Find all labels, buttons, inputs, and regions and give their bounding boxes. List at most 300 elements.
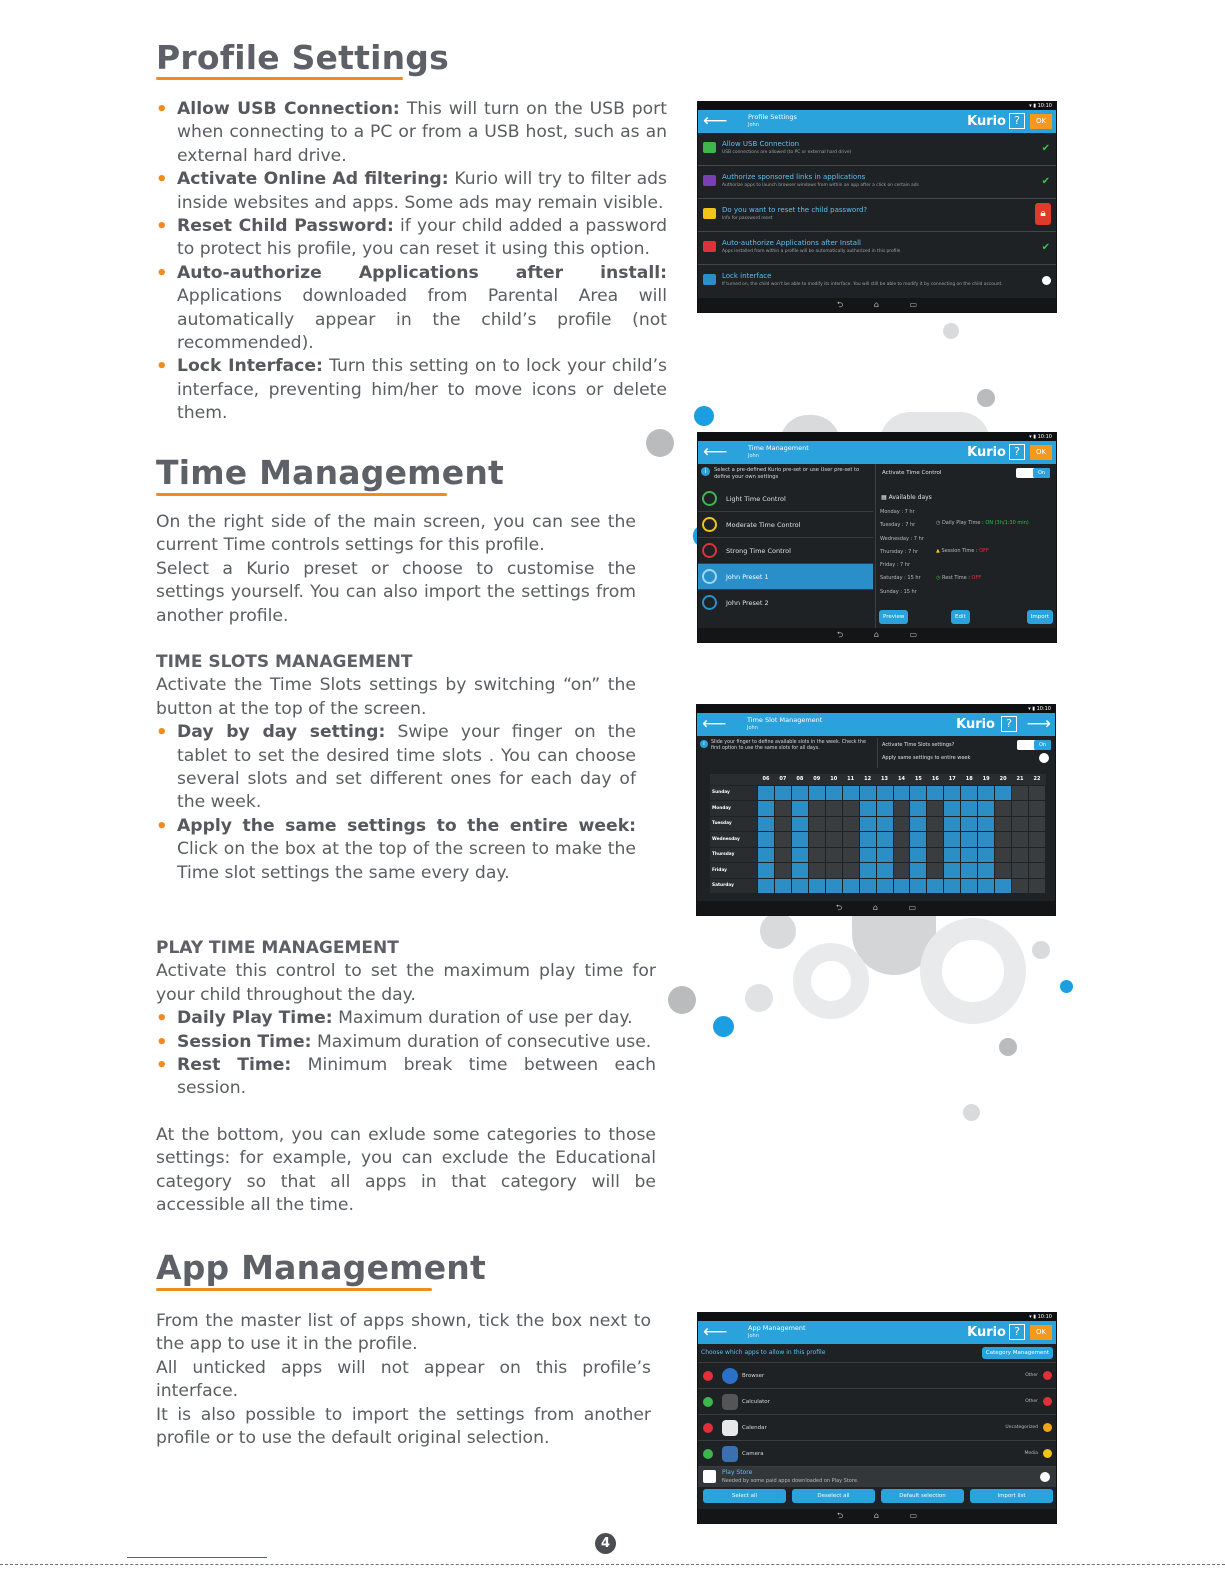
slot-cell-on[interactable] (859, 801, 876, 817)
camera-icon (722, 1446, 738, 1462)
slot-cell-on[interactable] (758, 801, 775, 817)
slot-cell-on[interactable] (978, 785, 995, 801)
slot-row (710, 785, 1046, 801)
slot-cell-off[interactable] (774, 863, 791, 879)
slot-cell-off[interactable] (1029, 801, 1046, 817)
slot-cell-off[interactable] (825, 847, 842, 863)
clock-icon (702, 491, 717, 506)
hour-label: 08 (791, 774, 808, 785)
usb-icon (703, 142, 716, 153)
preview-button[interactable]: Preview (879, 610, 908, 624)
checkmark-icon[interactable]: ✔ (1041, 242, 1050, 253)
time-slots-section: TIME SLOTS MANAGEMENT Activate the Time Slots settings by switching “on” the button at the top of the screen. • Day by day setting: Swipe your finger on the tablet to set the desired time slots . You can choose several slots and set different ones for each day of the week. • Apply the same settings to the entire week: Click on the box at the top of the screen to make the Time slot settings the same every day. (156, 651, 636, 885)
slot-cell-on[interactable] (944, 785, 961, 801)
bubble (943, 323, 959, 339)
slot-cell-on[interactable] (859, 832, 876, 848)
slot-cell-on[interactable] (944, 832, 961, 848)
hour-label: 15 (910, 774, 927, 785)
slot-cell-on[interactable] (825, 785, 842, 801)
days-list: Monday : 7 hr Tuesday : 7 hr Wednesday : 7 hr Thursday : 7 hr Friday : 7 hr Saturday : 15 hr Sunday : 15 hr (880, 509, 924, 595)
bubble (713, 1016, 734, 1037)
slot-cell-off[interactable] (1012, 832, 1029, 848)
bubble (1032, 941, 1050, 959)
slot-cell-off[interactable] (842, 863, 859, 879)
slot-cell-on[interactable] (910, 832, 927, 848)
edit-button[interactable]: Edit (951, 610, 970, 624)
slot-cell-on[interactable] (910, 863, 927, 879)
page-number: 4 (595, 1533, 616, 1554)
hand-icon (703, 274, 716, 285)
slot-cell-on[interactable] (961, 832, 978, 848)
screen-title: App Management John (748, 1324, 806, 1339)
checkmark-icon[interactable]: ✔ (1041, 143, 1050, 154)
slot-cell-on[interactable] (978, 863, 995, 879)
select-all-button[interactable]: Select all (703, 1489, 786, 1503)
back-arrow-icon[interactable]: ⟵ (702, 714, 727, 734)
settings-list (698, 133, 1056, 298)
time-management-title: Time Management (156, 453, 504, 492)
slot-cell-on[interactable] (758, 832, 775, 848)
slot-cell-off[interactable] (1029, 832, 1046, 848)
slot-cell-off[interactable] (774, 847, 791, 863)
clock-icon (702, 543, 717, 558)
android-nav-bar[interactable]: ⮌ ⌂ ▭ (698, 298, 1056, 312)
bullet-auto-authorize: • Auto-authorize Applications after install: Applications downloaded from Parental Area will automatically appear in the child’s profile (not recommended). (156, 262, 667, 356)
slot-cell-off[interactable] (774, 816, 791, 832)
setting-lock-interface[interactable]: Lock interface If turned on, the child won't be able to modify its interface. You will still be able to modify it by connecting on the child account. (698, 265, 1056, 298)
slot-cell-off[interactable] (995, 816, 1012, 832)
bullet-daily-play: • Daily Play Time: Maximum duration of use per day. (156, 1007, 656, 1030)
screen-title: Time Slot Management John (747, 716, 823, 731)
slot-cell-off[interactable] (825, 863, 842, 879)
preset-john-1[interactable]: John Preset 1 (698, 564, 873, 590)
slot-cell-on[interactable] (978, 847, 995, 863)
slot-cell-on[interactable] (859, 816, 876, 832)
toggle-off[interactable] (1042, 276, 1051, 285)
bubble (1060, 980, 1073, 993)
checkmark-icon[interactable] (703, 1449, 713, 1459)
time-slots-bullets (156, 721, 636, 885)
day-label: Monday (710, 801, 758, 817)
help-button[interactable]: ? (1009, 113, 1025, 129)
play-store-icon (703, 1470, 716, 1483)
slot-cell-off[interactable] (893, 816, 910, 832)
status-bar: ▾ ▮ 10:10 (698, 433, 1056, 441)
category-icon (1043, 1397, 1052, 1406)
hour-label: 19 (978, 774, 995, 785)
slot-cell-on[interactable] (978, 801, 995, 817)
title-underline (156, 1288, 432, 1291)
session-time: ▲ Session Time : OFF (936, 548, 989, 554)
hour-label: 06 (758, 774, 775, 785)
slot-cell-off[interactable] (842, 847, 859, 863)
slot-cell-on[interactable] (910, 816, 927, 832)
slot-cell-on[interactable] (791, 863, 808, 879)
bubble (646, 429, 674, 457)
hour-label: 12 (859, 774, 876, 785)
day-label: Saturday (710, 878, 758, 894)
play-store-row[interactable]: Play Store Needed by some paid apps downloaded on Play Store. (698, 1467, 1056, 1487)
slot-cell-on[interactable] (995, 785, 1012, 801)
help-button[interactable]: ? (1009, 1324, 1025, 1340)
grid-corner (710, 774, 758, 785)
slot-cell-off[interactable] (1029, 863, 1046, 879)
status-bar: ▾ ▮ 10:10 (698, 102, 1056, 110)
app-management-screenshot (697, 1312, 1057, 1524)
slot-cell-on[interactable] (791, 847, 808, 863)
slot-cell-off[interactable] (1012, 878, 1029, 894)
hour-label: 16 (927, 774, 944, 785)
back-arrow-icon[interactable]: ⟵ (703, 442, 728, 462)
slot-cell-on[interactable] (842, 785, 859, 801)
slot-cell-on[interactable] (961, 816, 978, 832)
deselect-all-button[interactable]: Deselect all (792, 1489, 875, 1503)
minus-icon[interactable] (703, 1423, 713, 1433)
slot-cell-on[interactable] (791, 878, 808, 894)
bullet-usb: • Allow USB Connection: This will turn on the USB port when connecting to a PC or from a USB host, such as an external hard drive. (156, 98, 667, 168)
hour-label: 11 (842, 774, 859, 785)
time-intro: On the right side of the main screen, you can see the current Time controls settings for this profile. Select a Kurio preset or choose to customise the settings yourself. You can also import the settings from another profile. (156, 512, 636, 626)
android-nav-bar[interactable]: ⮌ ⌂ ▭ (698, 1509, 1056, 1523)
slot-row (710, 863, 1046, 879)
slot-cell-on[interactable] (791, 816, 808, 832)
slot-cell-on[interactable] (791, 832, 808, 848)
import-button[interactable]: Import (1027, 610, 1053, 624)
hour-label: 09 (808, 774, 825, 785)
help-button[interactable]: ? (1001, 716, 1017, 732)
slot-cell-off[interactable] (1012, 785, 1029, 801)
slot-cell-on[interactable] (791, 801, 808, 817)
preset-john-2[interactable]: John Preset 2 (698, 590, 873, 616)
bullet-lock-interface: • Lock Interface: Turn this setting on to lock your child’s interface, preventing him/her to move icons or delete them. (156, 355, 667, 425)
apps-toolbar: Choose which apps to allow in this profile Category Management (698, 1344, 1056, 1363)
slot-cell-off[interactable] (842, 832, 859, 848)
slot-cell-off[interactable] (1012, 801, 1029, 817)
available-days: ▦ Available days (881, 494, 932, 501)
slot-cell-off[interactable] (927, 832, 944, 848)
slot-cell-on[interactable] (808, 785, 825, 801)
bubble (963, 1104, 980, 1121)
default-selection-button[interactable]: Default selection (881, 1489, 964, 1503)
time-slots-toggle[interactable]: On (1017, 740, 1051, 750)
ok-button[interactable]: OK (1030, 1325, 1052, 1340)
slot-cell-off[interactable] (927, 801, 944, 817)
hour-label: 20 (995, 774, 1012, 785)
slot-cell-on[interactable] (876, 801, 893, 817)
slot-cell-on[interactable] (944, 801, 961, 817)
slot-cell-on[interactable] (944, 847, 961, 863)
slot-cell-on[interactable] (876, 878, 893, 894)
time-slot-grid[interactable] (709, 774, 1046, 894)
slot-cell-off[interactable] (808, 847, 825, 863)
day-label: Thursday (710, 847, 758, 863)
slot-cell-off[interactable] (825, 816, 842, 832)
slot-cell-on[interactable] (910, 878, 927, 894)
slot-cell-off[interactable] (808, 801, 825, 817)
slot-cell-off[interactable] (842, 801, 859, 817)
category-icon (1043, 1423, 1052, 1432)
slot-cell-on[interactable] (859, 878, 876, 894)
app-header (697, 713, 1055, 736)
play-time-heading: PLAY TIME MANAGEMENT (156, 938, 399, 958)
activate-time-label: Activate Time Control (882, 470, 942, 476)
slot-cell-off[interactable] (808, 816, 825, 832)
lock-icon[interactable]: 🔒︎ (1035, 203, 1051, 225)
slot-cell-on[interactable] (961, 863, 978, 879)
slot-cell-off[interactable] (995, 847, 1012, 863)
bubble (999, 1038, 1017, 1056)
slot-cell-on[interactable] (825, 878, 842, 894)
slot-cell-off[interactable] (893, 832, 910, 848)
hour-label: 17 (944, 774, 961, 785)
status-bar: ▾ ▮ 10:10 (698, 1313, 1056, 1321)
slot-cell-on[interactable] (774, 878, 791, 894)
info-icon: i (700, 740, 708, 748)
kurio-logo: Kurio (967, 114, 1006, 129)
slot-cell-off[interactable] (808, 863, 825, 879)
android-nav-bar[interactable]: ⮌ ⌂ ▭ (698, 628, 1056, 642)
footer-dashed-line (0, 1564, 1225, 1565)
checkmark-icon[interactable]: ✔ (1041, 176, 1050, 187)
profile-bullet-list (156, 98, 667, 426)
slot-row (710, 816, 1046, 832)
slot-cell-off[interactable] (995, 832, 1012, 848)
apps-body (698, 1344, 1056, 1509)
app-header (698, 110, 1056, 133)
slot-cell-off[interactable] (893, 863, 910, 879)
app-row-camera[interactable]: Camera Media (698, 1441, 1056, 1467)
time-management-screenshot (697, 432, 1057, 643)
slot-cell-on[interactable] (774, 785, 791, 801)
slot-cell-on[interactable] (758, 847, 775, 863)
kurio-logo: Kurio (956, 717, 995, 732)
daily-play-time: ◷ Daily Play Time : ON (3h/1:30 min) (936, 520, 1029, 526)
slot-cell-on[interactable] (758, 878, 775, 894)
day-label: Friday (710, 863, 758, 879)
shield-icon (703, 241, 716, 252)
slot-cell-on[interactable] (927, 785, 944, 801)
ad-icon (703, 175, 716, 186)
slot-cell-on[interactable] (876, 816, 893, 832)
slots-info: i Slide your finger to define available slots in the week. Check the first option to use the same slots for all days. (700, 740, 870, 752)
back-arrow-icon[interactable]: ⟵ (703, 111, 728, 131)
setting-reset-password[interactable]: Do you want to reset the child password? Info for password reset 🔒︎ (698, 199, 1056, 232)
time-control-toggle[interactable]: On (1016, 468, 1050, 478)
info-icon: i (701, 467, 710, 476)
globe-icon (722, 1368, 738, 1384)
slot-row (710, 847, 1046, 863)
slot-cell-on[interactable] (791, 785, 808, 801)
ok-button[interactable]: OK (1030, 445, 1052, 460)
slot-cell-on[interactable] (995, 878, 1012, 894)
slot-cell-on[interactable] (893, 785, 910, 801)
slot-cell-on[interactable] (961, 801, 978, 817)
time-slot-screenshot (696, 704, 1056, 916)
rest-icon: ◷ (936, 575, 942, 581)
slot-cell-on[interactable] (944, 878, 961, 894)
slot-cell-off[interactable] (842, 816, 859, 832)
status-bar: ▾ ▮ 10:10 (697, 705, 1055, 713)
setting-usb[interactable]: Allow USB Connection USB connections are allowed (to PC or external hard drive) ✔ (698, 133, 1056, 166)
slot-row (710, 878, 1046, 894)
same-week-toggle[interactable] (1039, 753, 1049, 763)
hour-label: 13 (876, 774, 893, 785)
slot-cell-off[interactable] (1029, 816, 1046, 832)
slot-cell-on[interactable] (859, 785, 876, 801)
app-row-calendar[interactable]: Calendar Uncategorized (698, 1415, 1056, 1441)
clock-icon (702, 517, 717, 532)
slot-cell-on[interactable] (859, 863, 876, 879)
slot-cell-off[interactable] (1012, 863, 1029, 879)
slot-cell-on[interactable] (758, 863, 775, 879)
category-icon (1043, 1449, 1052, 1458)
hour-label: 21 (1012, 774, 1029, 785)
kurio-logo: Kurio (967, 1325, 1006, 1340)
slot-cell-off[interactable] (1012, 847, 1029, 863)
play-time-bullets (156, 1007, 656, 1101)
slot-cell-off[interactable] (995, 801, 1012, 817)
footer-rule (127, 1557, 267, 1558)
slot-cell-on[interactable] (978, 878, 995, 894)
slot-cell-off[interactable] (774, 801, 791, 817)
hour-label: 10 (825, 774, 842, 785)
slot-cell-off[interactable] (893, 801, 910, 817)
slot-cell-on[interactable] (859, 847, 876, 863)
android-nav-bar[interactable]: ⮌ ⌂ ▭ (697, 901, 1055, 915)
bubble-ring (920, 918, 1026, 1024)
clock-icon (702, 569, 717, 584)
slot-cell-off[interactable] (927, 863, 944, 879)
slot-cell-off[interactable] (1012, 816, 1029, 832)
checkmark-icon[interactable] (703, 1397, 713, 1407)
slot-cell-off[interactable] (927, 847, 944, 863)
bubble (977, 389, 995, 407)
slot-cell-off[interactable] (808, 832, 825, 848)
slot-cell-on[interactable] (927, 878, 944, 894)
slots-body (697, 736, 1055, 901)
slot-cell-off[interactable] (1029, 847, 1046, 863)
play-store-toggle[interactable] (1040, 1472, 1050, 1482)
slot-cell-off[interactable] (927, 816, 944, 832)
calculator-icon (722, 1394, 738, 1410)
app-header (698, 1321, 1056, 1344)
setting-auto-authorize[interactable]: Auto-authorize Applications after Install Apps installed from within a profile will be automatically authorized in this profile ✔ (698, 232, 1056, 265)
bubble (745, 984, 773, 1012)
day-label: Sunday (710, 785, 758, 801)
day-label: Tuesday (710, 816, 758, 832)
preset-light[interactable]: Light Time Control (698, 486, 873, 512)
slot-cell-on[interactable] (978, 832, 995, 848)
time-slots-heading: TIME SLOTS MANAGEMENT (156, 652, 413, 672)
slot-cell-on[interactable] (758, 816, 775, 832)
slot-cell-on[interactable] (808, 878, 825, 894)
slot-cell-on[interactable] (961, 847, 978, 863)
title-underline (156, 493, 447, 496)
slot-row (710, 801, 1046, 817)
title-underline (156, 77, 403, 80)
slot-cell-off[interactable] (825, 832, 842, 848)
bubble (694, 406, 714, 426)
slot-cell-on[interactable] (961, 878, 978, 894)
back-arrow-icon[interactable]: ⟵ (703, 1322, 728, 1342)
app-row-calculator[interactable]: Calculator Other (698, 1389, 1056, 1415)
preset-strong[interactable]: Strong Time Control (698, 538, 873, 564)
preset-info: i Select a pre-defined Kurio pre-set or use User pre-set to define your own settings (698, 464, 873, 486)
slot-cell-off[interactable] (893, 847, 910, 863)
bubble (760, 913, 796, 949)
slot-cell-on[interactable] (893, 878, 910, 894)
slot-cell-off[interactable] (825, 801, 842, 817)
bullet-ad-filter: • Activate Online Ad filtering: Kurio will try to filter ads inside websites and apps. Some ads may remain visible. (156, 168, 667, 215)
hour-label: 14 (893, 774, 910, 785)
minus-icon[interactable] (703, 1371, 713, 1381)
slot-cell-on[interactable] (978, 816, 995, 832)
slot-cell-on[interactable] (876, 863, 893, 879)
slot-cell-off[interactable] (995, 863, 1012, 879)
slots-options: Activate Time Slots settings? On Apply same settings to entire week (877, 738, 1055, 768)
bullet-same-week: • Apply the same settings to the entire week: Click on the box at the top of the screen to make the Time slot settings the same every day. (156, 815, 636, 885)
slot-cell-on[interactable] (944, 816, 961, 832)
app-row-browser[interactable]: Browser Other (698, 1363, 1056, 1389)
timer-icon: ◷ (936, 520, 942, 526)
kurio-logo: Kurio (967, 445, 1006, 460)
app-management-body: From the master list of apps shown, tick the box next to the app to use it in the profile. All unticked apps will not appear on this profile’s interface. It is also possible to import the settings from another profile or to use the default original selection. (156, 1311, 651, 1449)
category-icon (1043, 1371, 1052, 1380)
setting-sponsored-links[interactable]: Authorize sponsored links in applications Authorize apps to launch browser windows from within an app after a click on certain ads ✔ (698, 166, 1056, 199)
hour-label: 18 (961, 774, 978, 785)
slot-cell-off[interactable] (1029, 878, 1046, 894)
preset-moderate[interactable]: Moderate Time Control (698, 512, 873, 538)
ok-button[interactable]: OK (1030, 114, 1052, 129)
bullet-day-by-day: • Day by day setting: Swipe your finger on the tablet to set the desired time slots . You can choose several slots and set different ones for each day of the week. (156, 721, 636, 815)
session-icon: ▲ (936, 548, 942, 554)
forward-arrow-icon[interactable]: ⟶ (1026, 714, 1051, 734)
help-button[interactable]: ? (1009, 444, 1025, 460)
slot-cell-on[interactable] (876, 832, 893, 848)
play-time-section: PLAY TIME MANAGEMENT Activate this control to set the maximum play time for your child throughout the day. • Daily Play Time: Maximum duration of use per day. • Session Time: Maximum duration of consecutive use. • Rest Time: Minimum break time between each session. At the bottom, you can exlude some categories to those settings: for example, you can exclude the Educational category so that all apps in that category will be accessible all the time. (156, 937, 656, 1217)
bullet-reset-password: • Reset Child Password: if your child added a password to protect his profile, you can reset it using this option. (156, 215, 667, 262)
slot-cell-off[interactable] (774, 832, 791, 848)
day-label: Wednesday (710, 832, 758, 848)
clock-icon (702, 595, 717, 610)
calendar-icon (722, 1420, 738, 1436)
category-management-button[interactable]: Category Management (982, 1347, 1053, 1359)
screen-title: Time Management John (748, 444, 809, 459)
profile-settings-body (156, 98, 667, 426)
slot-cell-on[interactable] (876, 847, 893, 863)
slot-cell-on[interactable] (876, 785, 893, 801)
slot-cell-on[interactable] (910, 785, 927, 801)
bubble-ring (793, 943, 869, 1019)
profile-settings-title: Profile Settings (156, 38, 449, 77)
bullet-session: • Session Time: Maximum duration of consecutive use. (156, 1031, 656, 1054)
import-list-button[interactable]: Import list (970, 1489, 1053, 1503)
bubble (668, 986, 696, 1014)
user-icon (703, 208, 716, 219)
hour-label: 22 (1029, 774, 1046, 785)
bullet-rest: • Rest Time: Minimum break time between each session. (156, 1054, 656, 1101)
slot-cell-off[interactable] (1029, 785, 1046, 801)
app-management-title: App Management (156, 1248, 486, 1287)
slot-cell-on[interactable] (910, 847, 927, 863)
exclude-paragraph: At the bottom, you can exlude some categories to those settings: for example, you can exclude the Educational category so that all apps in that category will be accessible all the time. (156, 1124, 656, 1216)
slot-cell-on[interactable] (944, 863, 961, 879)
slot-cell-on[interactable] (758, 785, 775, 801)
rest-time: ◷ Rest Time : OFF (936, 575, 982, 581)
slot-cell-on[interactable] (842, 878, 859, 894)
slot-cell-on[interactable] (961, 785, 978, 801)
slot-cell-on[interactable] (910, 801, 927, 817)
